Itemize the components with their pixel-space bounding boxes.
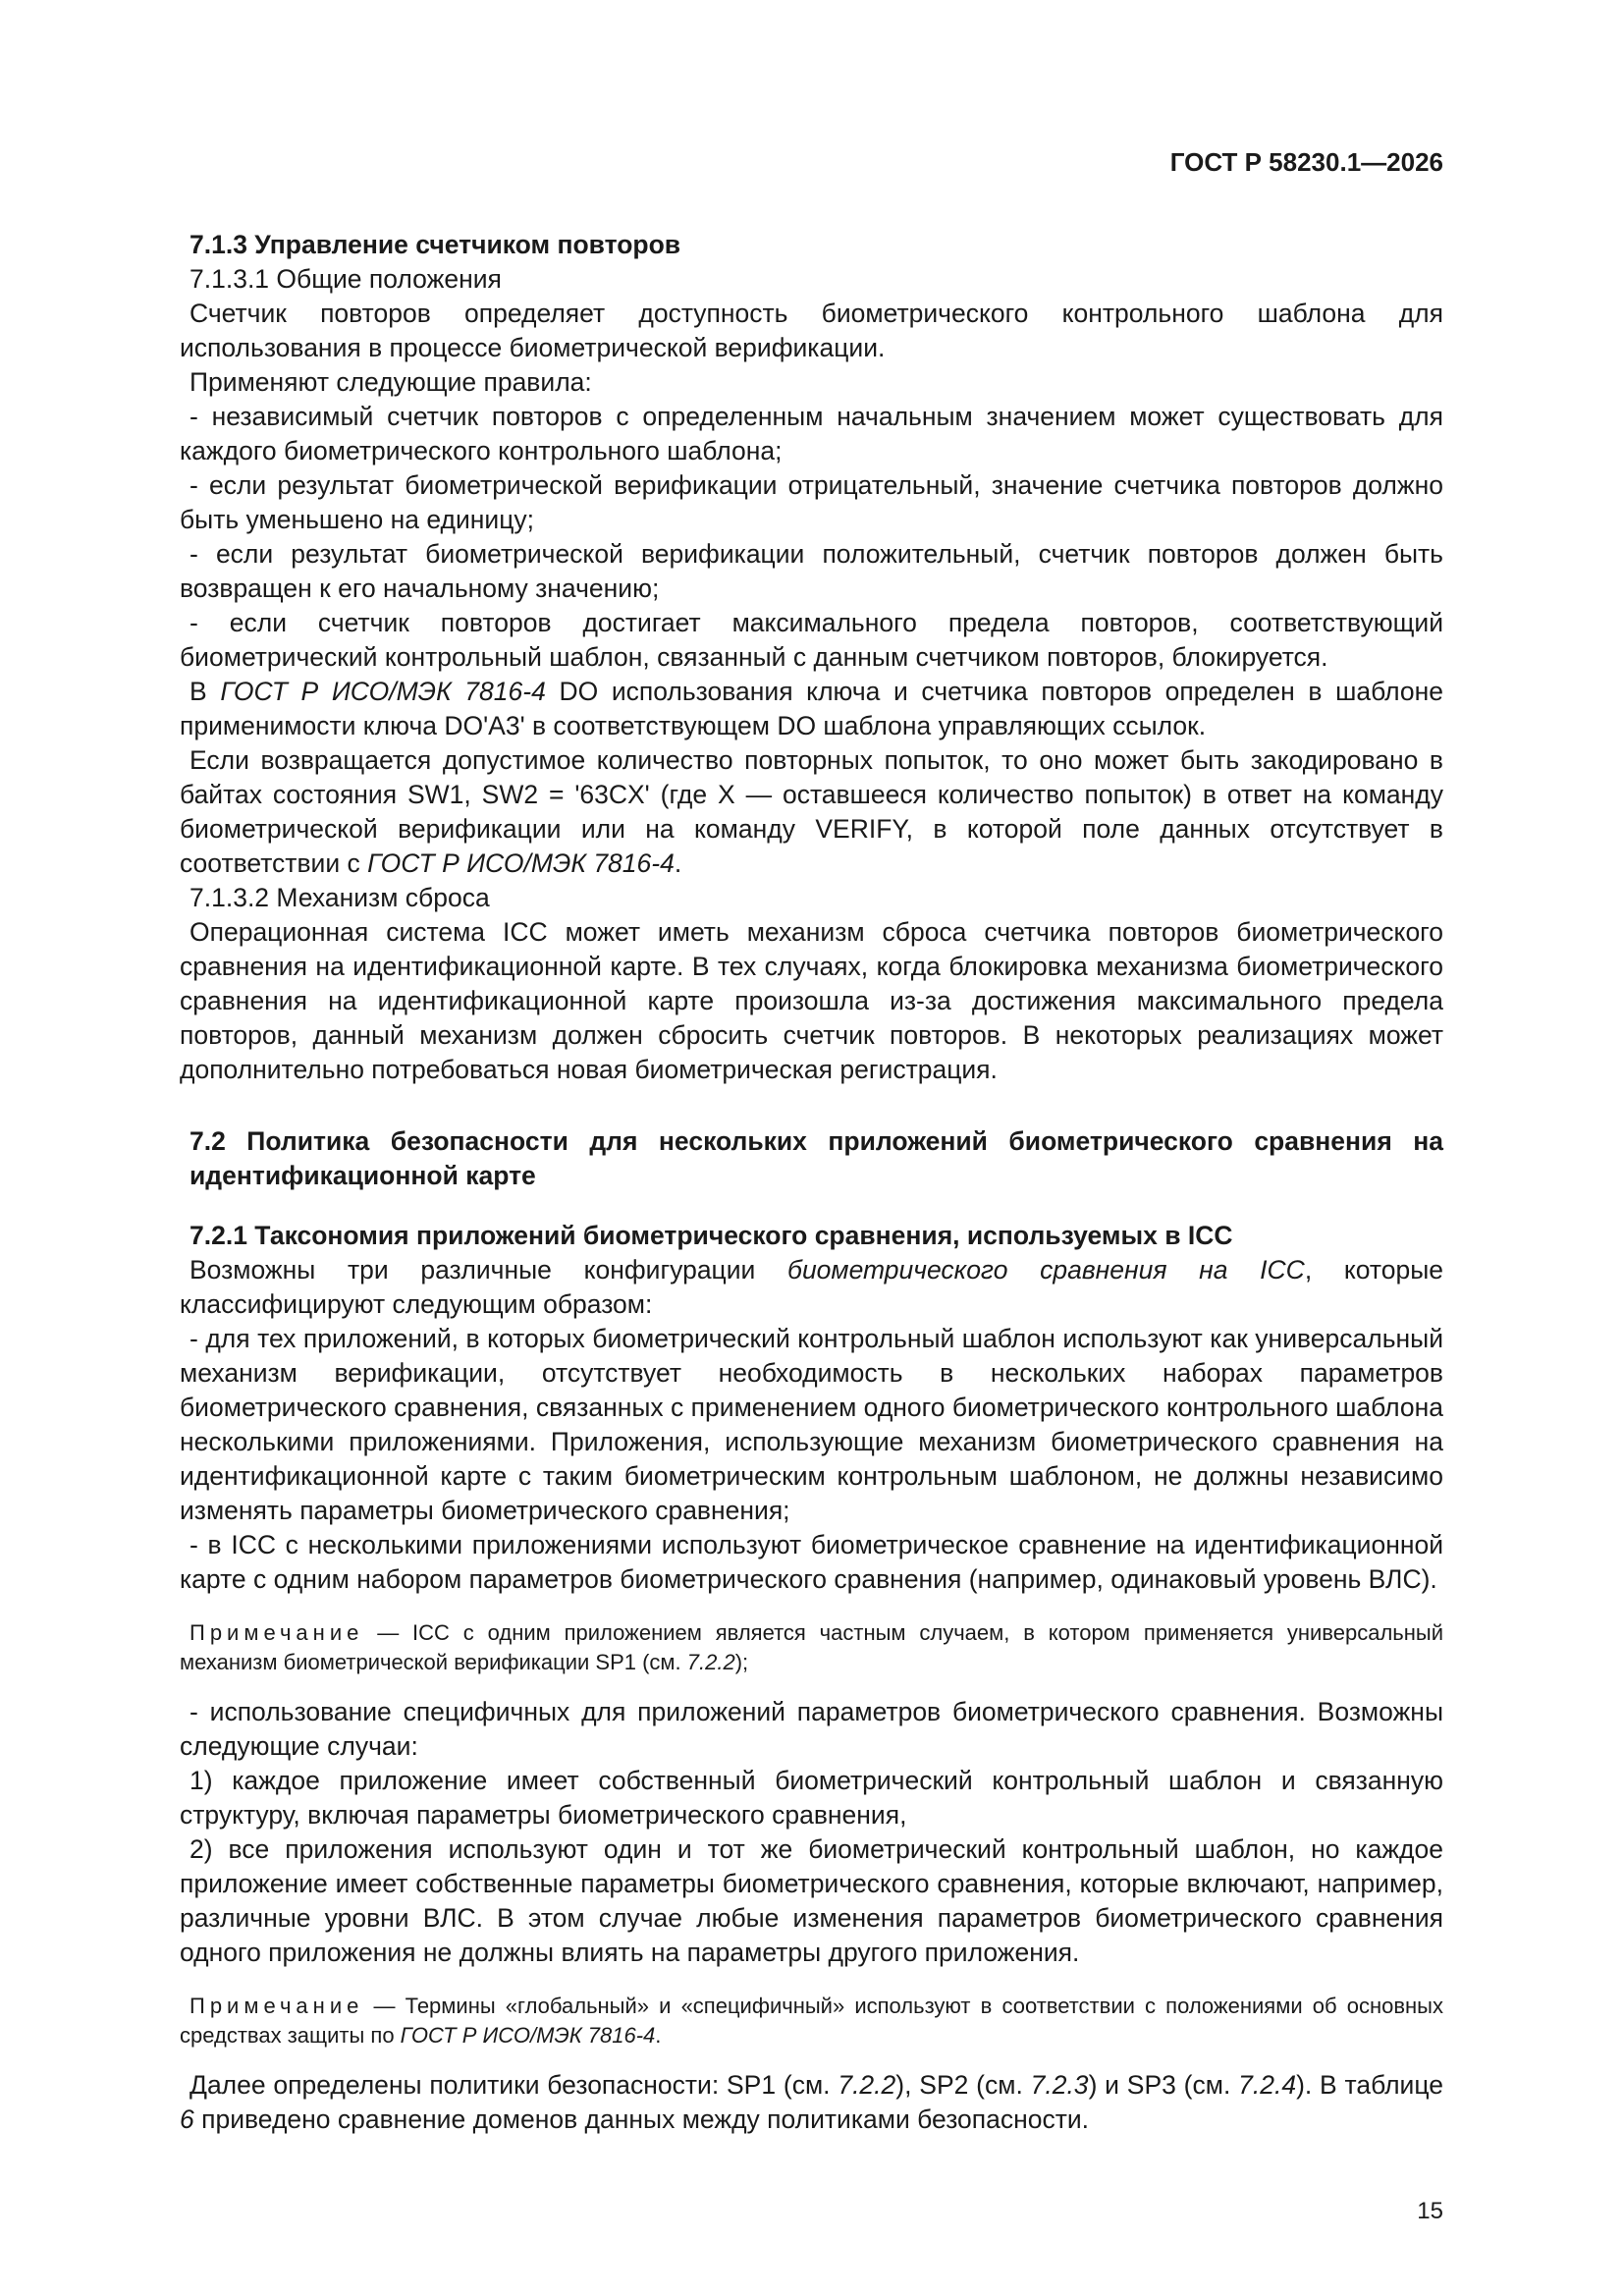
paragraph: [180, 743, 1443, 881]
standard-reference: ГОСТ Р ИСО/МЭК 7816-4: [367, 848, 675, 878]
subsection-heading-7-1-3-2: 7.1.3.2 Механизм сброса: [189, 883, 490, 912]
standard-reference: ГОСТ Р ИСО/МЭК 7816-4: [400, 2023, 656, 2048]
text-run: Далее определены политики безопасности: SP1 (см.: [189, 2070, 839, 2100]
text-run: — Термины «глобальный» и «специфичный» используют в соответствии с положениями об основных средствах защиты по: [180, 1994, 1443, 2048]
text-run: — ICC с одним приложением является частным случаем, в котором применяется универсальный механизм биометрической верификации SP1 (см.: [180, 1620, 1443, 1674]
text-run: .: [655, 2023, 662, 2048]
text-run: );: [734, 1650, 749, 1674]
page-number: 15: [1417, 2198, 1443, 2224]
text-run: .: [674, 848, 682, 878]
standard-reference: ГОСТ Р ИСО/МЭК 7816-4: [220, 677, 546, 706]
emphasized-term: биометрического сравнения на ICC: [787, 1255, 1305, 1285]
section-reference: 7.2.3: [1030, 2070, 1089, 2100]
list-item: - если результат биометрической верификации положительный, счетчик повторов должен быть возвращен к его начальному значению;: [180, 539, 1443, 603]
section-heading-7-2-1: 7.2.1 Таксономия приложений биометрического сравнения, используемых в ICC: [189, 1221, 1233, 1250]
list-item: - для тех приложений, в которых биометрический контрольный шаблон используют как универсальный механизм верификации, отсутствует необходимость в нескольких наборах параметров биометрического сравнения, связанных с применением одного биометрического контрольного шаблона несколькими приложениями. Приложения, использующие механизм биометрического сравнения на идентификационной карте с таким биометрическим контрольным шаблоном, не должны независимо изменять параметры биометрического сравнения;: [180, 1324, 1443, 1525]
section-heading-7-2: 7.2 Политика безопасности для нескольких приложений биометрического сравнения на идентификационной карте: [189, 1126, 1443, 1190]
paragraph: Счетчик повторов определяет доступность биометрического контрольного шаблона для использования в процессе биометрической верификации.: [180, 299, 1443, 362]
subsection-heading-7-1-3-1: 7.1.3.1 Общие положения: [189, 264, 502, 294]
list-item: - независимый счетчик повторов с определенным начальным значением может существовать для каждого биометрического контрольного шаблона;: [180, 402, 1443, 465]
text-run: Если возвращается допустимое количество повторных попыток, то оно может быть закодировано в байтах состояния SW1, SW2 = '63CX' (где X — оставшееся количество попыток) в ответ на команду биометрической верификации или на команду VERIFY, в которой поле данных отсутствует в соответствии с: [180, 745, 1443, 878]
text-run: DO использования ключа и счетчика повторов определен в шаблоне применимости ключа DO'A3' в соответствующем DO шаблона управляющих ссылок.: [180, 677, 1443, 740]
note: [180, 1618, 1443, 1677]
section-reference: 7.2.4: [1238, 2070, 1297, 2100]
note: [180, 1992, 1443, 2050]
section-reference: 7.2.2: [686, 1650, 735, 1674]
list-item: - в ICC с несколькими приложениями используют биометрическое сравнение на идентификационной карте с одним набором параметров биометрического сравнения (например, одинаковый уровень ВЛС).: [180, 1530, 1443, 1594]
paragraph: [180, 675, 1443, 743]
text-run: Возможны три различные конфигурации: [189, 1255, 788, 1285]
text-run: , которые классифицируют следующим образом:: [180, 1255, 1444, 1319]
list-item: - если счетчик повторов достигает максимального предела повторов, соответствующий биометрический контрольный шаблон, связанный с данным счетчиком повторов, блокируется.: [180, 608, 1443, 672]
list-item: 1) каждое приложение имеет собственный биометрический контрольный шаблон и связанную структуру, включая параметры биометрического сравнения,: [180, 1766, 1443, 1830]
text-run: ) и SP3 (см.: [1088, 2070, 1239, 2100]
paragraph: Применяют следующие правила:: [189, 367, 592, 397]
section-reference: 7.2.2: [838, 2070, 896, 2100]
page-content: [180, 228, 1443, 2137]
note-label: Примечание: [189, 1994, 364, 2018]
text-run: приведено сравнение доменов данных между политиками безопасности.: [193, 2105, 1090, 2134]
document-code-header: ГОСТ Р 58230.1—2026: [1169, 147, 1443, 177]
paragraph: [180, 1253, 1443, 1322]
section-heading-7-1-3: 7.1.3 Управление счетчиком повторов: [189, 230, 681, 259]
text-run: ). В таблице: [1296, 2070, 1443, 2100]
paragraph: [180, 2068, 1443, 2137]
note-label: Примечание: [189, 1620, 364, 1645]
text-run: В: [189, 677, 221, 706]
list-item: - использование специфичных для приложений параметров биометрического сравнения. Возможны следующие случаи:: [180, 1697, 1443, 1761]
list-item: 2) все приложения используют один и тот же биометрический контрольный шаблон, но каждое приложение имеет собственные параметры биометрического сравнения, которые включают, например, различные уровни ВЛС. В этом случае любые изменения параметров биометрического сравнения одного приложения не должны влиять на параметры другого приложения.: [180, 1834, 1443, 1967]
list-item: - если результат биометрической верификации отрицательный, значение счетчика повторов должно быть уменьшено на единицу;: [180, 470, 1443, 534]
table-reference: 6: [180, 2105, 194, 2134]
text-run: ), SP2 (см.: [895, 2070, 1031, 2100]
paragraph: Операционная система ICC может иметь механизм сброса счетчика повторов биометрического сравнения на идентификационной карте. В тех случаях, когда блокировка механизма биометрического сравнения на идентификационной карте произошла из-за достижения максимального предела повторов, данный механизм должен сбросить счетчик повторов. В некоторых реализациях может дополнительно потребоваться новая биометрическая регистрация.: [180, 917, 1443, 1084]
